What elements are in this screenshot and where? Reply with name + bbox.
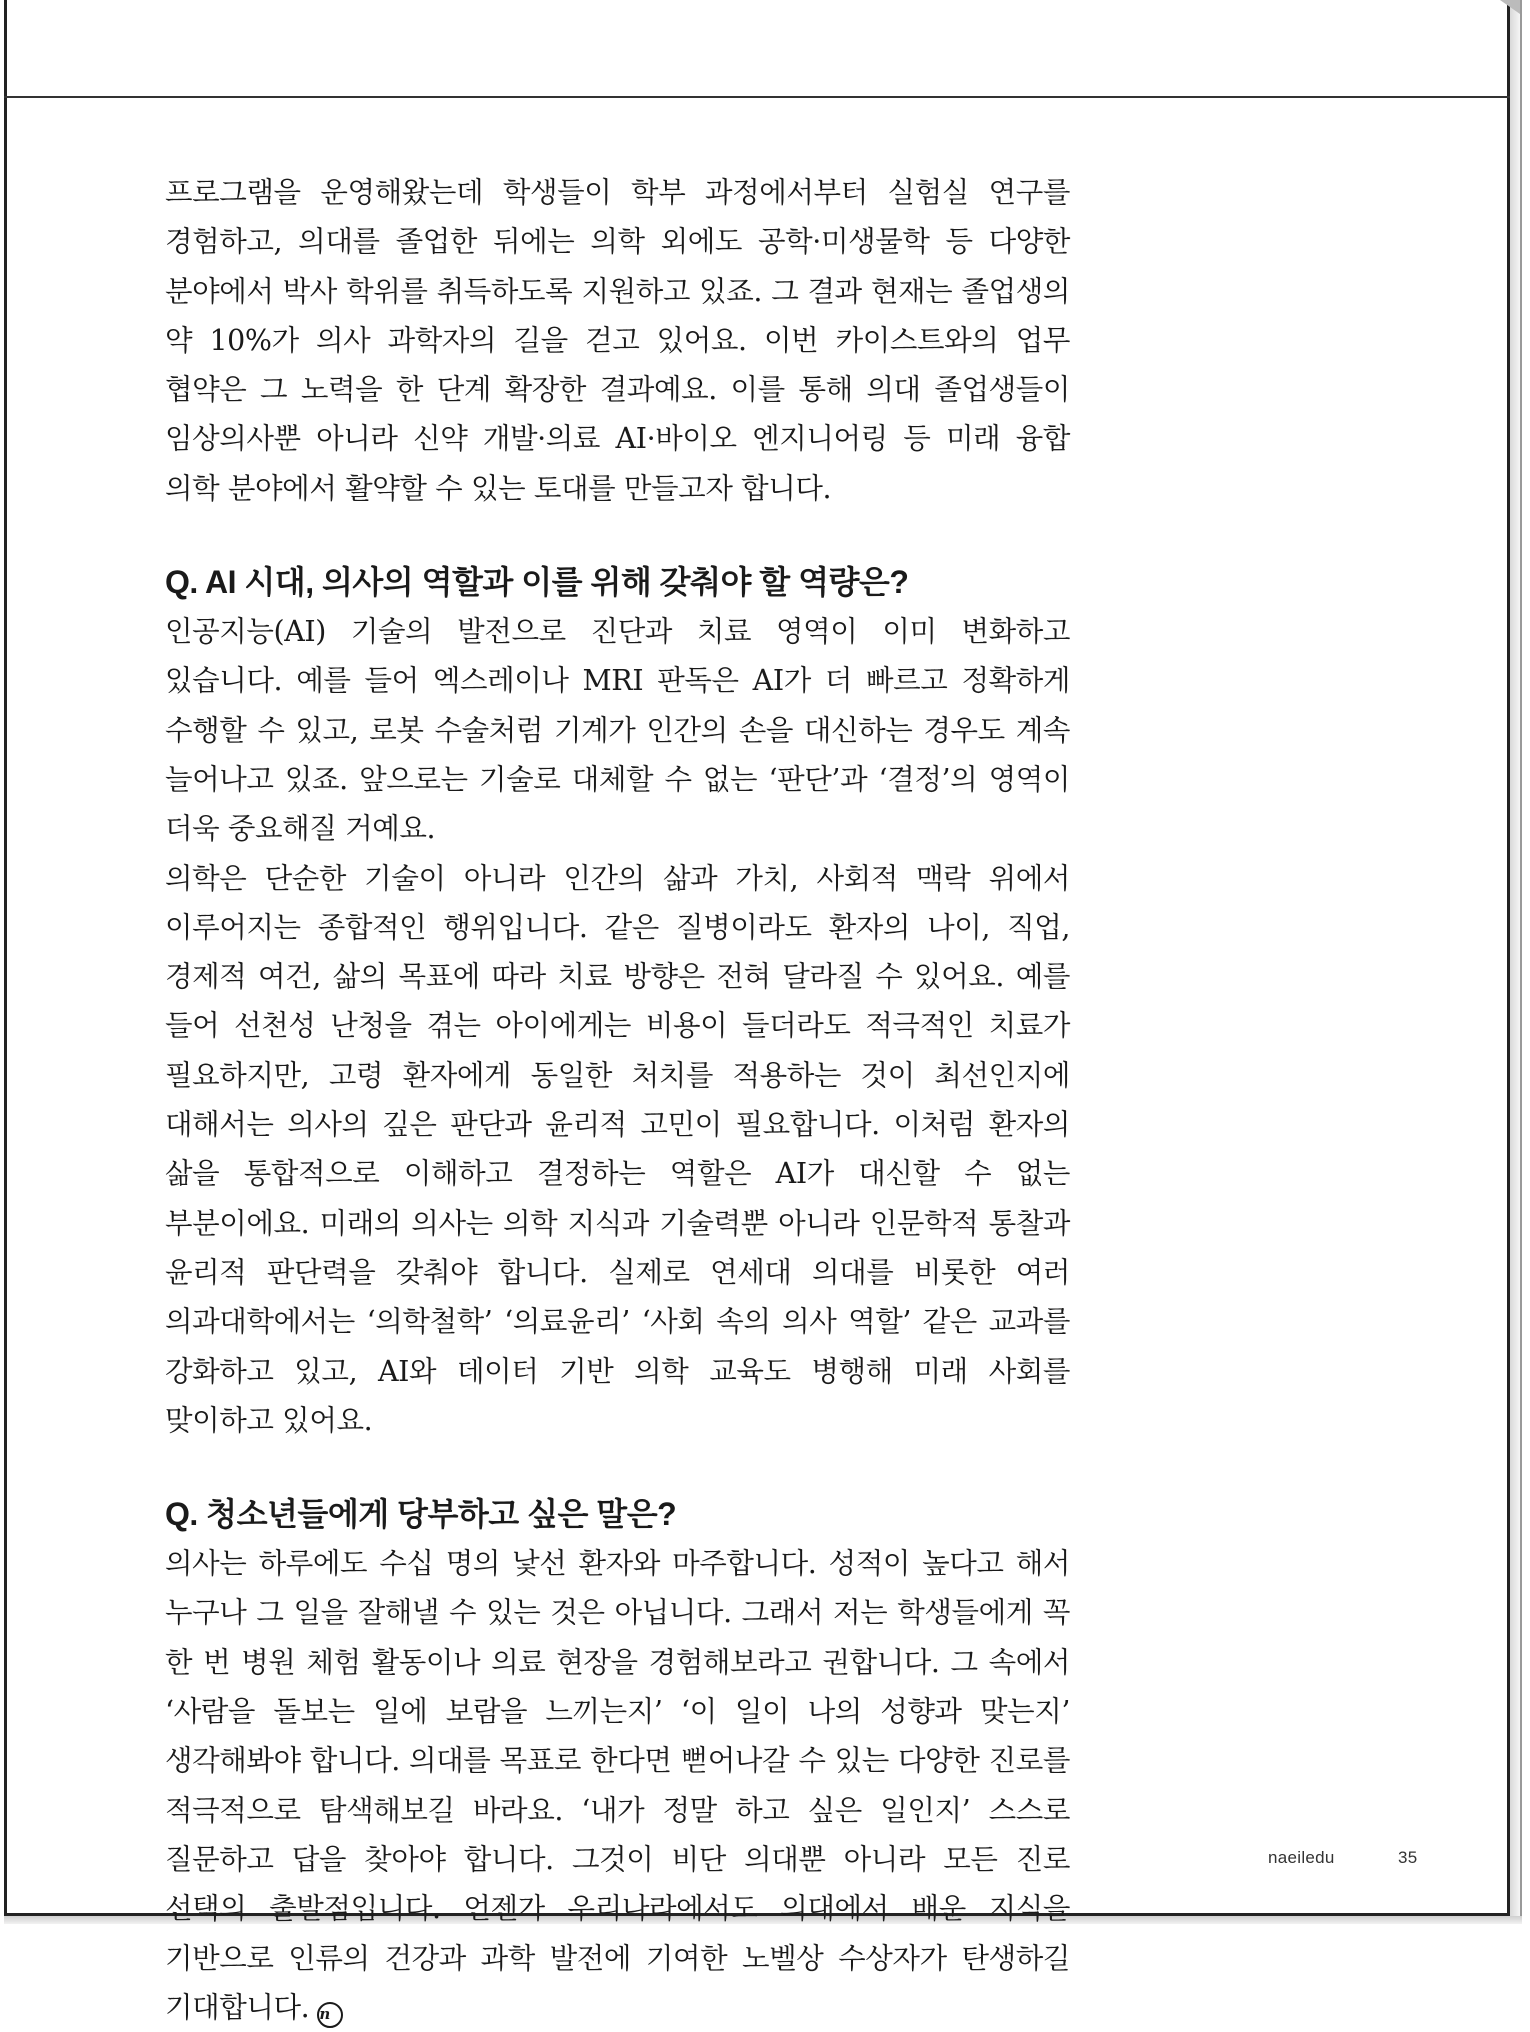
answer-paragraph: 인공지능(AI) 기술의 발전으로 진단과 치료 영역이 이미 변화하고 있습니다. 예를 들어 엑스레이나 MRI 판독은 AI가 더 빠르고 정확하게 수행할 수 있고, 로봇 수술처럼 기계가 인간의 손을 대신하는 경우도 계속 늘어나고 있죠. 앞으로는 기술로 대체할 수 없는 ‘판단’과 ‘결정’의 영역이 더욱 중요해질 거예요. <box>165 615 1070 846</box>
page-curl <box>1500 0 1520 14</box>
article-body <box>165 168 1070 2032</box>
footer-brand: naeiledu <box>1268 1848 1335 1867</box>
header-rule <box>4 96 1510 98</box>
question-heading-advice: Q. 청소년들에게 당부하고 싶은 말은? <box>165 1496 677 1533</box>
answer-paragraph <box>165 1539 1070 2032</box>
question-heading-ai: Q. AI 시대, 의사의 역할과 이를 위해 갖춰야 할 역량은? <box>165 564 909 601</box>
intro-paragraph: 프로그램을 운영해왔는데 학생들이 학부 과정에서부터 실험실 연구를 경험하고, 의대를 졸업한 뒤에는 의학 외에도 공학·미생물학 등 다양한 분야에서 박사 학위를 취득하도록 지원하고 있죠. 그 결과 현재는 졸업생의 약 10%가 의사 과학자의 길을 걷고 있어요. 이번 카이스트와의 업무 협약은 그 노력을 한 단계 확장한 결과예요. 이를 통해 의대 졸업생들이 임상의사뿐 아니라 신약 개발·의료 AI·바이오 엔지니어링 등 미래 융합 의학 분야에서 활약할 수 있는 토대를 만들고자 합니다. <box>165 176 1070 505</box>
circled-n-logo-icon: n <box>317 2002 343 2028</box>
answer-text: 의사는 하루에도 수십 명의 낯선 환자와 마주합니다. 성적이 높다고 해서 누구나 그 일을 잘해낼 수 있는 것은 아닙니다. 그래서 저는 학생들에게 꼭 한 번 병원 체험 활동이나 의료 현장을 경험해보라고 권합니다. 그 속에서 ‘사람을 돌보는 일에 보람을 느끼는지’ ‘이 일이 나의 성향과 맞는지’ 생각해봐야 합니다. 의대를 목표로 한다면 뻗어나갈 수 있는 다양한 진로를 적극적으로 탐색해보길 바라요. ‘내가 정말 하고 싶은 일인지’ 스스로 질문하고 답을 찾아야 합니다. 그것이 비단 의대뿐 아니라 모든 진로 선택의 출발점입니다. 언젠가 우리나라에서도 의대에서 배운 지식을 기반으로 인류의 건강과 과학 발전에 기여한 노벨상 수상자가 탄생하길 기대합니다. <box>165 1547 1070 2024</box>
answer-paragraph: 의학은 단순한 기술이 아니라 인간의 삶과 가치, 사회적 맥락 위에서 이루어지는 종합적인 행위입니다. 같은 질병이라도 환자의 나이, 직업, 경제적 여건, 삶의 목표에 따라 치료 방향은 전혀 달라질 수 있어요. 예를 들어 선천성 난청을 겪는 아이에게는 비용이 들더라도 적극적인 치료가 필요하지만, 고령 환자에게 동일한 처치를 적용하는 것이 최선인지에 대해서는 의사의 깊은 판단과 윤리적 고민이 필요합니다. 이처럼 환자의 삶을 통합적으로 이해하고 결정하는 역할은 AI가 대신할 수 없는 부분이에요. 미래의 의사는 의학 지식과 기술력뿐 아니라 인문학적 통찰과 윤리적 판단력을 갖춰야 합니다. 실제로 연세대 의대를 비롯한 여러 의과대학에서는 ‘의학철학’ ‘의료윤리’ ‘사회 속의 의사 역할’ 같은 교과를 강화하고 있고, AI와 데이터 기반 의학 교육도 병행해 미래 사회를 맞이하고 있어요. <box>165 861 1070 1437</box>
page-number: 35 <box>1398 1848 1418 1867</box>
page-edge-right <box>1510 0 1522 1916</box>
